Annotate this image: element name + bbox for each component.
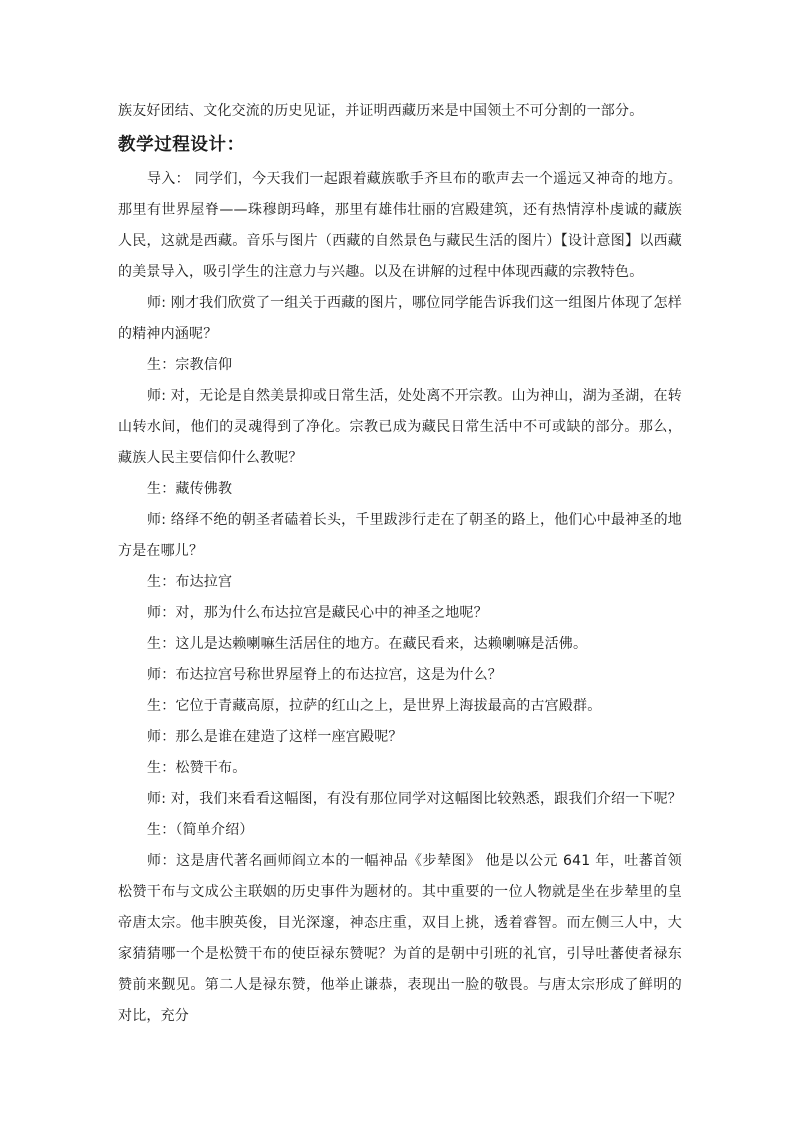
document-page (118, 96, 682, 1032)
paragraph-teacher: 师: 对，我们来看看这幅图，有没有那位同学对这幅图比较熟悉，跟我们介绍一下呢？ (147, 791, 682, 807)
paragraph-student: 生：这儿是达赖喇嘛生活居住的地方。在藏民看来，达赖喇嘛是活佛。 (147, 636, 588, 652)
paragraph-teacher: 师: 对，无论是自然美景抑或日常生活，处处离不开宗教。山为神山，湖为圣湖，在转山转水间，他们的灵魂得到了净化。宗教已成为藏民日常生活中不可或缺的部分。那么，藏族人民主要信仰什么教呢？ (118, 388, 682, 466)
paragraph-student: 生：布达拉宫 (147, 574, 233, 590)
paragraph-student: 生：宗教信仰 (147, 357, 233, 373)
intro-continuation-text: 族友好团结、文化交流的历史见证，并证明西藏历来是中国领土不可分割的一部分。 (118, 103, 644, 119)
paragraph-teacher: 师: 络绎不绝的朝圣者磕着长头，千里跋涉行走在了朝圣的路上，他们心中最神圣的地方是在哪儿？ (118, 512, 682, 559)
paragraph-teacher: 师：那么是谁在建造了这样一座宫殿呢？ (147, 729, 403, 745)
paragraph-teacher: 师：这是唐代著名画师阎立本的一幅神品《步辇图》 他是以公元 641 年，吐蕃首领松赞干布与文成公主联姻的历史事件为题材的。其中重要的一位人物就是坐在步辇里的皇帝唐太宗。他丰腴英俊，目光深邃，神态庄重，双目上挑，透着睿智。而左侧三人中，大家猜猜哪一个是松赞干布的使臣禄东赞呢？为首的是朝中引班的礼官，引导吐蕃使者禄东赞前来觐见。第二人是禄东赞，他举止谦恭，表现出一脸的敬畏。与唐太宗形成了鲜明的对比，充分 (118, 853, 682, 1024)
paragraph-student: 生：（简单介绍） (147, 822, 254, 838)
paragraph-teacher: 师: 刚才我们欣赏了一组关于西藏的图片，哪位同学能告诉我们这一组图片体现了怎样的精神内涵呢？ (118, 295, 682, 342)
section-heading: 教学过程设计： (118, 135, 245, 155)
paragraph-student: 生：松赞干布。 (147, 760, 247, 776)
paragraph-teacher: 师：对，那为什么布达拉宫是藏民心中的神圣之地呢？ (147, 605, 488, 621)
paragraph-student: 生：藏传佛教 (147, 481, 233, 497)
paragraph-student: 生：它位于青藏高原，拉萨的红山之上，是世界上海拔最高的古宫殿群。 (147, 698, 602, 714)
paragraph-intro: 导入： 同学们，今天我们一起跟着藏族歌手齐旦布的歌声去一个遥远又神奇的地方。那里有世界屋脊——珠穆朗玛峰，那里有雄伟壮丽的宫殿建筑，还有热情淳朴虔诚的藏族人民，这就是西藏。音乐与图片（西藏的自然景色与藏民生活的图片）【设计意图】以西藏的美景导入，吸引学生的注意力与兴趣。以及在讲解的过程中体现西藏的宗教特色。 (118, 171, 682, 280)
paragraph-teacher: 师：布达拉宫号称世界屋脊上的布达拉宫，这是为什么？ (147, 667, 502, 683)
